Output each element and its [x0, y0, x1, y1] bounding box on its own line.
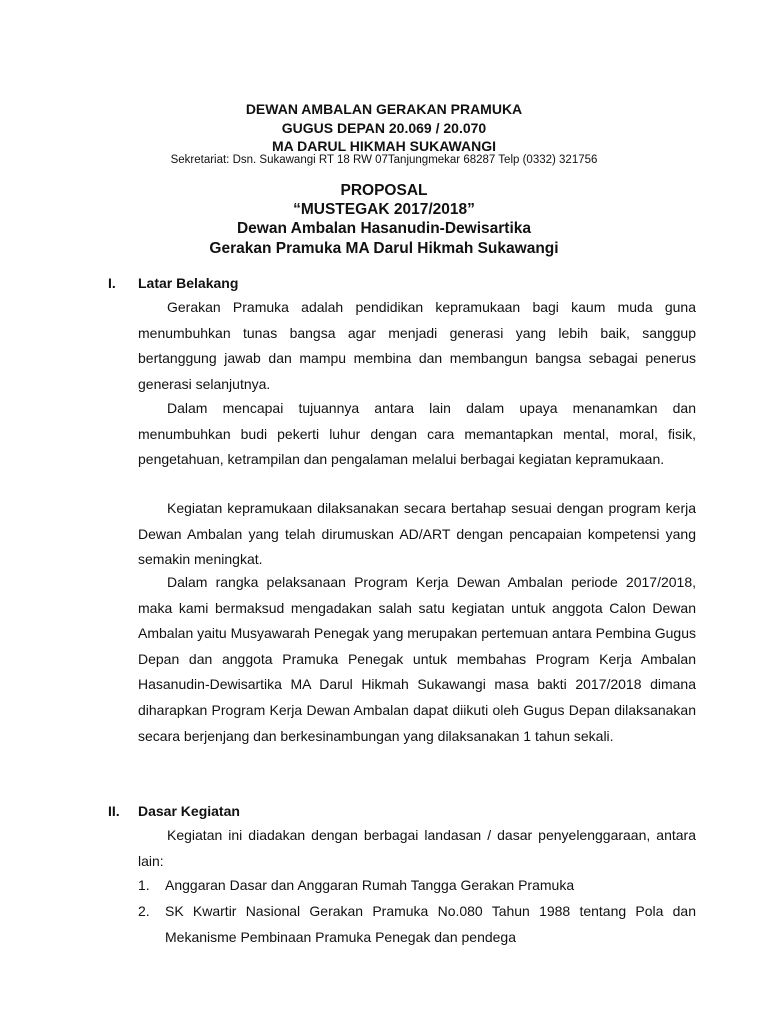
paragraph: Dalam rangka pelaksanaan Program Kerja Dewan Ambalan periode 2017/2018, maka kami bermaksud mengadakan salah satu kegiatan untuk anggota Calon Dewan Ambalan yaitu Musyawarah Penegak yang merupakan pertemuan antara Pembina Gugus Depan dan anggota Pramuka Penegak untuk membahas Program Kerja Ambalan Hasanudin-Dewisartika MA Darul Hikmah Sukawangi masa bakti 2017/2018 dimana diharapkan Program Kerja Dewan Ambalan dapat diikuti oleh Gugus Depan dilaksanakan secara berjenjang dan berkesinambungan yang dilaksanakan 1 tahun sekali.	[138, 574, 696, 744]
paragraph: Gerakan Pramuka adalah pendidikan kepramukaan bagi kaum muda guna menumbuhkan tunas bangsa agar menjadi generasi yang lebih baik, sanggup bertanggung jawab dan mampu membina dan membangun bangsa sebagai penerus generasi selanjutnya.	[138, 299, 696, 392]
proposal-org-line1: Dewan Ambalan Hasanudin-Dewisartika	[236, 220, 531, 237]
proposal-org-line2: Gerakan Pramuka MA Darul Hikmah Sukawangi	[209, 240, 559, 257]
paragraph: Kegiatan kepramukaan dilaksanakan secara bertahap sesuai dengan program kerja Dewan Ambalan yang telah dirumuskan AD/ART dengan pencapaian kompetensi yang semakin meningkat.	[138, 500, 696, 568]
section-title: Dasar Kegiatan	[138, 803, 240, 819]
section-title: Latar Belakang	[138, 275, 239, 291]
proposal-label: PROPOSAL	[340, 182, 428, 199]
header-secretariat: Sekretariat: Dsn. Sukawangi RT 18 RW 07Tanjungmekar 68287 Telp (0332) 321756	[170, 154, 598, 166]
header-gugus-depan: GUGUS DEPAN 20.069 / 20.070	[281, 120, 487, 136]
header-school: MA DARUL HIKMAH SUKAWANGI	[272, 138, 496, 154]
list-item-text: Anggaran Dasar dan Anggaran Rumah Tangga Gerakan Pramuka	[165, 877, 575, 893]
proposal-event: “MUSTEGAK 2017/2018”	[293, 201, 475, 218]
header-organization: DEWAN AMBALAN GERAKAN PRAMUKA	[245, 101, 523, 117]
section-number: II.	[108, 803, 120, 819]
section-number: I.	[108, 275, 116, 291]
list-item-number: 1.	[138, 877, 150, 893]
paragraph: Kegiatan ini diadakan dengan berbagai landasan / dasar penyelenggaraan, antara lain:	[138, 827, 696, 869]
paragraph: Dalam mencapai tujuannya antara lain dalam upaya menanamkan dan menumbuhkan budi pekerti luhur dengan cara memantapkan mental, moral, fisik, pengetahuan, ketrampilan dan pengalaman melalui berbagai kegiatan kepramukaan.	[138, 400, 696, 468]
list-item-text: SK Kwartir Nasional Gerakan Pramuka No.080 Tahun 1988 tentang Pola dan Mekanisme Pembinaan Pramuka Penegak dan pendega	[165, 903, 696, 945]
list-item-number: 2.	[138, 903, 150, 919]
